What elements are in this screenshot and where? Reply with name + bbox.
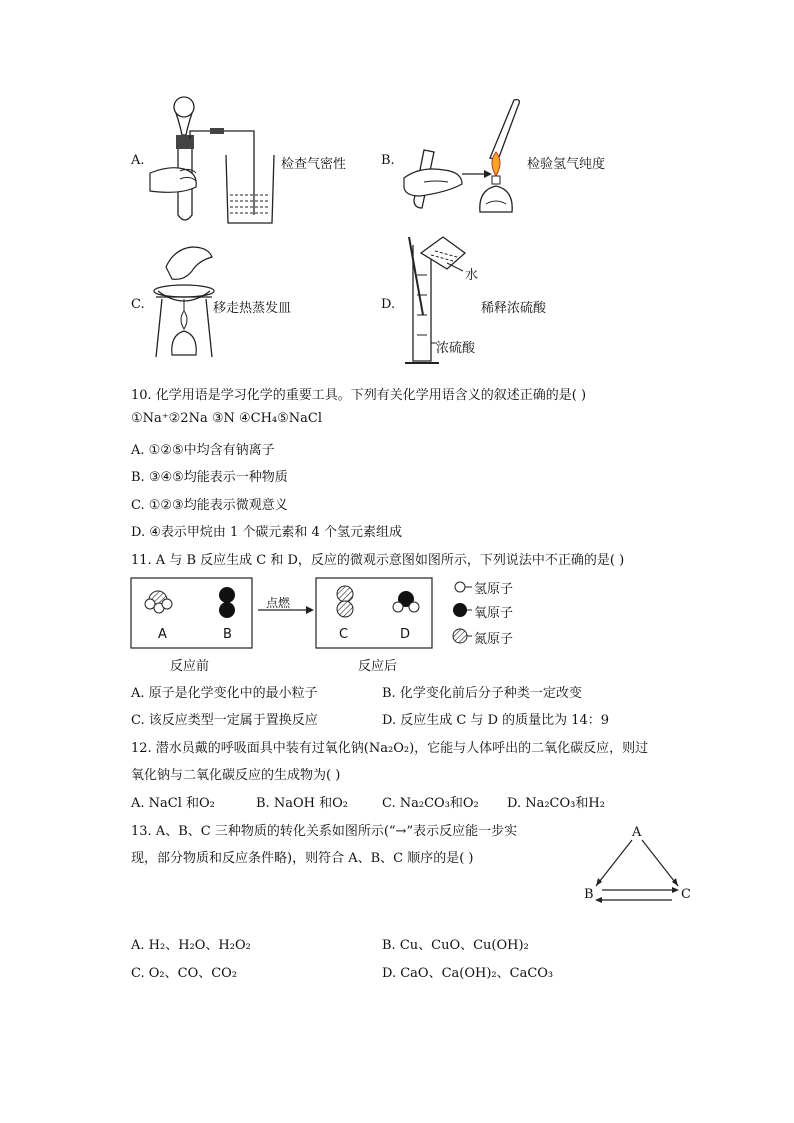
question-stem-line2: 现，部分物质和反应条件略)，则符合 A、B、C 顺序的是( )	[131, 851, 474, 866]
option-a[interactable]: A. 原子是化学变化中的最小粒子	[131, 686, 318, 701]
option-letter: C.	[131, 297, 145, 312]
option-d[interactable]: D. Na₂CO₃和H₂	[507, 796, 605, 811]
molecule-label-d: D	[400, 627, 411, 642]
option-a[interactable]: A. ①②⑤中均含有钠离子	[131, 443, 275, 458]
option-b[interactable]: B. NaOH 和O₂	[256, 796, 348, 811]
before-label: 反应前	[170, 659, 210, 674]
option-a[interactable]: A. NaCl 和O₂	[131, 796, 215, 811]
node-a: A	[632, 825, 642, 840]
option-letter: A.	[131, 153, 145, 168]
node-b: B	[584, 887, 594, 902]
option-b[interactable]: B. Cu、CuO、Cu(OH)₂	[382, 938, 529, 953]
ignite-label: 点燃	[266, 596, 291, 610]
hydrogen-purity-test-figure	[400, 100, 525, 220]
option-caption: 稀释浓硫酸	[481, 301, 547, 316]
molecule-label-b: B	[223, 627, 232, 642]
reaction-diagram	[130, 575, 530, 650]
option-letter: D.	[381, 297, 396, 312]
water-label: 水	[465, 268, 479, 283]
node-c: C	[681, 887, 691, 902]
molecule-label-a: A	[158, 627, 167, 642]
option-letter: B.	[381, 153, 395, 168]
legend-oxygen: 氧原子	[474, 606, 514, 621]
option-c[interactable]: C. ①②③均能表示微观意义	[131, 498, 288, 513]
option-d[interactable]: D. ④表示甲烷由 1 个碳元素和 4 个氢元素组成	[131, 525, 402, 540]
molecule-label-c: C	[339, 627, 349, 642]
option-d[interactable]: D. 反应生成 C 与 D 的质量比为 14：9	[382, 713, 610, 728]
option-c[interactable]: C. Na₂CO₃和O₂	[382, 796, 479, 811]
legend-nitrogen: 氮原子	[474, 632, 514, 647]
option-caption: 检验氢气纯度	[527, 157, 606, 172]
option-c[interactable]: C. 该反应类型一定属于置换反应	[131, 713, 318, 728]
legend-hydrogen: 氢原子	[474, 582, 514, 597]
option-b[interactable]: B. 化学变化前后分子种类一定改变	[382, 686, 582, 701]
question-stem: 10. 化学用语是学习化学的重要工具。下列有关化学用语含义的叙述正确的是( )	[131, 388, 587, 403]
option-a[interactable]: A. H₂、H₂O、H₂O₂	[131, 938, 251, 953]
evaporating-dish-figure	[148, 247, 218, 362]
option-d[interactable]: D. CaO、Ca(OH)₂、CaCO₃	[382, 966, 554, 981]
airtightness-apparatus-figure	[150, 95, 280, 225]
chemical-symbols: ①Na⁺②2Na ③N ④CH₄⑤NaCl	[131, 411, 323, 426]
question-stem: 11. A 与 B 反应生成 C 和 D，反应的微观示意图如图所示，下列说法中不正确的是( )	[131, 553, 625, 568]
question-stem-line1: 12. 潜水员戴的呼吸面具中装有过氧化钠(Na₂O₂)，它能与人体呼出的二氧化碳反应，则过	[131, 741, 649, 756]
question-stem-line2: 氧化钠与二氧化碳反应的生成物为( )	[131, 768, 341, 783]
option-caption: 检查气密性	[281, 157, 347, 172]
option-b[interactable]: B. ③④⑤均能表示一种物质	[131, 470, 288, 485]
acid-label: 浓硫酸	[436, 341, 476, 356]
option-caption: 移走热蒸发皿	[213, 301, 292, 316]
question-stem-line1: 13. A、B、C 三种物质的转化关系如图所示(“→”表示反应能一步实	[131, 824, 518, 839]
option-c[interactable]: C. O₂、CO、CO₂	[131, 966, 238, 981]
after-label: 反应后	[358, 659, 398, 674]
